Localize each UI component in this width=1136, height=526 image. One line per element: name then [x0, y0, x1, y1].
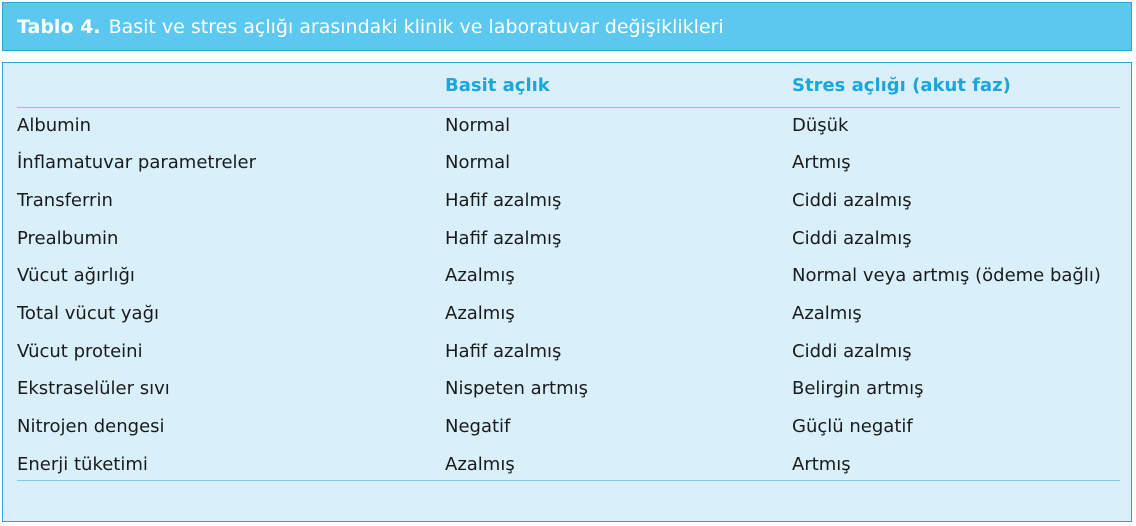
basit-value: Hafif azalmış: [445, 341, 562, 362]
stres-value: Düşük: [792, 115, 849, 136]
stres-value: Ciddi azalmış: [792, 228, 912, 249]
basit-value: Azalmış: [445, 303, 515, 324]
stres-value: Ciddi azalmış: [792, 190, 912, 211]
basit-value: Normal: [445, 115, 511, 136]
data-table: [2, 62, 1132, 522]
basit-value: Hafif azalmış: [445, 190, 562, 211]
table-row: [17, 144, 1120, 182]
stres-value: Ciddi azalmış: [792, 341, 912, 362]
stres-value: Belirgin artmış: [792, 378, 924, 399]
basit-value: Normal: [445, 152, 511, 173]
row-label: Nitrojen dengesi: [17, 416, 165, 437]
stres-value: Artmış: [792, 454, 851, 475]
table-row: [17, 446, 1120, 484]
table-caption: Basit ve stres açlığı arasındaki klinik ve laboratuvar değişiklikleri: [108, 15, 724, 38]
row-label: İnflamatuvar parametreler: [17, 152, 257, 173]
stres-value: Normal veya artmış (ödeme bağlı): [792, 265, 1101, 286]
row-label: Albumin: [17, 115, 92, 136]
basit-value: Nispeten artmış: [445, 378, 589, 399]
table-number: Tablo 4.: [17, 15, 101, 38]
table-row: [17, 220, 1120, 258]
row-label: Total vücut yağı: [17, 303, 160, 324]
table-row: [17, 257, 1120, 295]
table-row: [17, 370, 1120, 408]
row-label: Vücut ağırlığı: [17, 265, 135, 286]
row-label: Ekstraselüler sıvı: [17, 378, 170, 399]
header-basit-aclik: Basit açlık: [445, 75, 550, 96]
row-label: Enerji tüketimi: [17, 454, 148, 475]
row-label: Prealbumin: [17, 228, 119, 249]
stres-value: Azalmış: [792, 303, 862, 324]
basit-value: Azalmış: [445, 454, 515, 475]
stres-value: Artmış: [792, 152, 851, 173]
table-row: [17, 107, 1120, 145]
table-row: [17, 333, 1120, 371]
row-label: Transferrin: [17, 190, 113, 211]
table-row: [17, 295, 1120, 333]
table-title-bar: [2, 2, 1132, 51]
row-label: Vücut proteini: [17, 341, 143, 362]
basit-value: Negatif: [445, 416, 511, 437]
table-row: [17, 408, 1120, 446]
table-row: [17, 182, 1120, 220]
header-stres-acligi: Stres açlığı (akut faz): [792, 75, 1011, 96]
basit-value: Azalmış: [445, 265, 515, 286]
stres-value: Güçlü negatif: [792, 416, 913, 437]
table-header-row: [17, 63, 1120, 108]
table-bottom-rule: [17, 480, 1120, 481]
basit-value: Hafif azalmış: [445, 228, 562, 249]
